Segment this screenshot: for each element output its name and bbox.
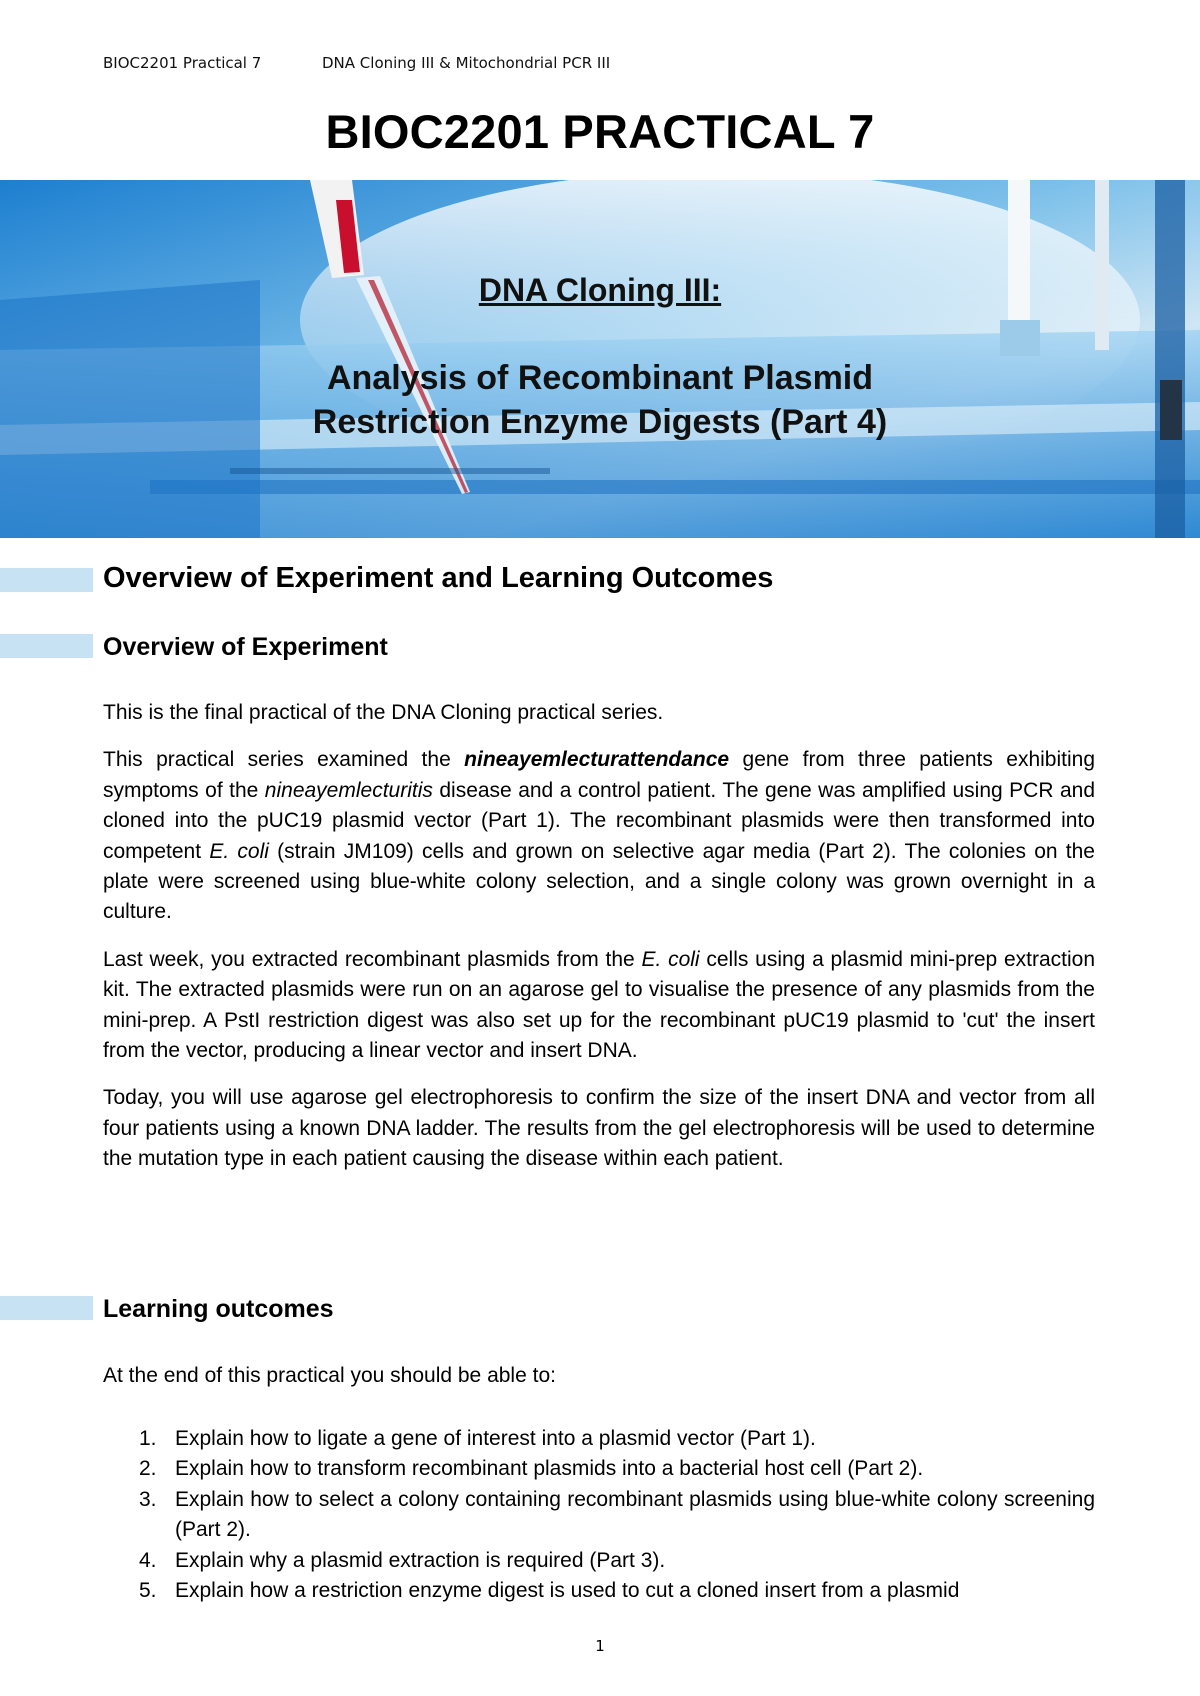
list-number: 2. bbox=[139, 1457, 157, 1481]
overview-paragraph-4: Today, you will use agarose gel electrophoresis to confirm the size of the insert DNA and vector from all four patients using a known DNA ladder. The results from the gel electrophoresis will be used to determine the mutation type in each patient causing the disease within each patient. bbox=[103, 1086, 1095, 1171]
banner-subtitle-line-1: Analysis of Recombinant Plasmid bbox=[326, 359, 874, 397]
list-text: Explain how to transform recombinant plasmids into a bacterial host cell (Part 2). bbox=[175, 1457, 924, 1481]
learning-outcomes-list bbox=[103, 1424, 1095, 1606]
species-name: E. coli bbox=[209, 839, 269, 863]
overview-body bbox=[103, 698, 1095, 1192]
list-number: 1. bbox=[139, 1427, 157, 1450]
learning-intro bbox=[103, 1361, 1095, 1408]
list-item bbox=[103, 1454, 1095, 1484]
list-text: Explain how to select a colony containing recombinant plasmids using blue-white colony screening (Part 2). bbox=[175, 1487, 1095, 1542]
list-text: Explain how to ligate a gene of interest into a plasmid vector (Part 1). bbox=[175, 1427, 816, 1450]
banner-subtitle bbox=[0, 356, 1200, 444]
document-title: BIOC2201 PRACTICAL 7 bbox=[325, 105, 875, 158]
text-run: disease and a control patient. The gene was amplified using PCR and cloned into the pUC19 plasmid vector (Part 1). The recombinant plasmids were then transformed into competent bbox=[103, 778, 1095, 863]
text-run: (strain JM109) cells and grown on selective agar media (Part 2). The colonies on the plate were screened using blue-white colony selection, and a single colony was grown overnight in a culture. bbox=[103, 839, 1095, 924]
overview-accent-bar bbox=[0, 634, 93, 658]
list-text: Explain why a plasmid extraction is required (Part 3). bbox=[175, 1548, 666, 1572]
page-number: 1 bbox=[595, 1637, 605, 1655]
text-run: This practical series examined the bbox=[103, 748, 465, 772]
banner-heading: DNA Cloning III: bbox=[478, 272, 722, 308]
list-item bbox=[103, 1576, 1095, 1606]
list-number: 3. bbox=[139, 1487, 157, 1511]
learning-intro-text: At the end of this practical you should be able to: bbox=[103, 1364, 556, 1387]
list-item bbox=[103, 1546, 1095, 1576]
gene-name: nineayemlecturattendance bbox=[464, 748, 730, 772]
running-header bbox=[103, 54, 611, 72]
list-item bbox=[103, 1424, 1095, 1454]
list-number: 5. bbox=[139, 1579, 157, 1603]
list-text: Explain how a restriction enzyme digest is used to cut a cloned insert from a plasmid bbox=[175, 1579, 960, 1603]
overview-heading: Overview of Experiment bbox=[103, 633, 388, 661]
overview-paragraph-1: This is the final practical of the DNA Cloning practical series. bbox=[103, 701, 664, 724]
banner-subtitle-line-2: Restriction Enzyme Digests (Part 4) bbox=[312, 403, 888, 441]
list-item bbox=[103, 1485, 1095, 1546]
overview-paragraph-3 bbox=[103, 945, 1095, 1067]
section-accent-bar bbox=[0, 568, 93, 592]
disease-name: nineayemlecturitis bbox=[264, 778, 433, 802]
text-run: cells using a plasmid mini-prep extraction kit. The extracted plasmids were run on an agarose gel to visualise the presence of any plasmids from the mini-prep. A PstI restriction digest was also set up for the recombinant pUC19 plasmid to 'cut' the insert from the vector, producing a linear vector and insert DNA. bbox=[103, 947, 1095, 1063]
species-name: E. coli bbox=[641, 947, 700, 971]
text-run: Last week, you extracted recombinant plasmids from the bbox=[103, 947, 642, 971]
running-header-course: BIOC2201 Practical 7 bbox=[103, 54, 262, 72]
learning-outcomes-heading: Learning outcomes bbox=[103, 1295, 334, 1323]
learning-accent-bar bbox=[0, 1296, 93, 1320]
running-header-topic: DNA Cloning III & Mitochondrial PCR III bbox=[322, 54, 611, 72]
text-run: gene from three patients exhibiting symptoms of the bbox=[103, 748, 1095, 802]
list-number: 4. bbox=[139, 1548, 157, 1572]
section-heading: Overview of Experiment and Learning Outcomes bbox=[103, 562, 774, 594]
banner bbox=[0, 180, 1200, 538]
overview-paragraph-2 bbox=[103, 745, 1095, 927]
banner-text bbox=[0, 180, 1200, 538]
